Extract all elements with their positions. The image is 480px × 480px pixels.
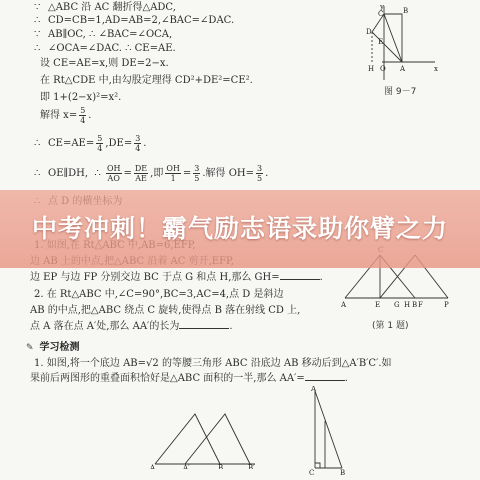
- solution-line-10: ∴ OE∥DH, ∴ $\frac{OH}{AO}$ = $\frac{DE}{AE}$ ,即 $\frac{OH}{1}$ = $\frac{3}{5}$ .解得 OH= $\frac{3}{5}$ .: [34, 164, 269, 183]
- practice-q1-line-1: 1. 如图,将一个底边 AB=√2 的等腰三角形 ABC 沿底边 AB 移动后到△A′B′C′.如: [34, 358, 392, 369]
- solution-line-8: 解得 x= $\frac{5}{4}$ .: [40, 106, 92, 125]
- fig97-label-B: B: [403, 7, 409, 15]
- solution-line-9: ∴ CE=AE= $\frac{5}{4}$ ,DE= $\frac{3}{4}$ .: [34, 134, 147, 153]
- exercise-2-line-3: 点 A 落在点 A′处,那么 AA′的长为 .: [30, 321, 233, 332]
- exercise-1-line-3: 边 EP 与边 FP 分别交边 BC 于点 G 和点 H,那么 GH= .: [30, 272, 323, 283]
- exercise-2-line-2: AB 的中点,把△ABC 绕点 C 旋转,使得点 B 落在射线 CD 上,: [30, 305, 301, 316]
- promo-banner[interactable]: [0, 190, 480, 268]
- prac-label-B: B: [218, 464, 224, 469]
- pencil-icon: ✎: [26, 343, 34, 353]
- solution-line-1: ∵ △ABC 沿 AC 翻折得△ADC,: [34, 2, 176, 13]
- prac-label-A: A: [150, 464, 156, 469]
- fig97-label-y: y: [380, 3, 384, 11]
- prac2-label-A: A: [311, 386, 317, 393]
- fig97-label-O: O: [380, 65, 386, 73]
- ex1-label-E: E: [375, 301, 381, 309]
- solution-line-4: ∴ ∠OCA=∠DAC. ∴ CE=AE.: [34, 43, 176, 54]
- exercise-2-line-1: 2. 在 Rt△ABC 中,∠C=90°,BC=3,AC=4,点 D 是斜边: [34, 289, 284, 300]
- fig97-label-E: E: [378, 38, 384, 46]
- ex1-label-A: A: [341, 301, 347, 309]
- ex1-label-H: H: [404, 301, 411, 309]
- prac-label-A-prime: A′: [183, 464, 190, 469]
- ex1-label-B: B: [412, 301, 418, 309]
- figure-9-7-diagram: [350, 2, 440, 82]
- practice-section-header: ✎ 学习检测: [26, 342, 80, 353]
- solution-line-2: ∴ CD=CB=1,AD=AB=2,∠BAC=∠DAC.: [34, 15, 235, 26]
- practice-figure-right-triangle: [300, 386, 350, 476]
- prac2-label-C: C: [309, 469, 315, 476]
- prac2-label-B: B: [340, 469, 346, 476]
- solution-line-7: 即 1+(2−x)²=x².: [40, 92, 122, 103]
- fig97-label-D: D: [366, 28, 372, 36]
- prac-label-B-prime: B′: [248, 464, 255, 469]
- ex1-label-P: P: [444, 301, 449, 309]
- fig97-label-H: H: [368, 65, 375, 73]
- fig97-label-C: C: [378, 10, 384, 18]
- ex1-label-G: G: [394, 301, 400, 309]
- ex1-label-F: F: [418, 301, 423, 309]
- fig97-label-x: x: [434, 65, 438, 73]
- practice-q1-line-2: 果前后两图形的重叠面积恰好是△ABC 面积的一半,那么 AA′= .: [30, 373, 348, 384]
- solution-line-5: 设 CE=AE=x,则 DE=2−x.: [40, 58, 169, 69]
- practice-figure-triangles: [150, 404, 270, 469]
- solution-line-6: 在 Rt△CDE 中,由勾股定理得 CD²+DE²=CE².: [40, 75, 253, 86]
- figure-9-7-caption: 图 9－7: [384, 87, 417, 97]
- solution-line-3: ∵ AB∥OC, ∴ ∠BAC=∠OCA,: [34, 29, 173, 40]
- fig97-label-A: A: [400, 65, 406, 73]
- exercise-1-caption: (第 1 题): [372, 321, 409, 331]
- banner-title: 中考冲刺！霸气励志语录助你臂之力: [31, 214, 448, 243]
